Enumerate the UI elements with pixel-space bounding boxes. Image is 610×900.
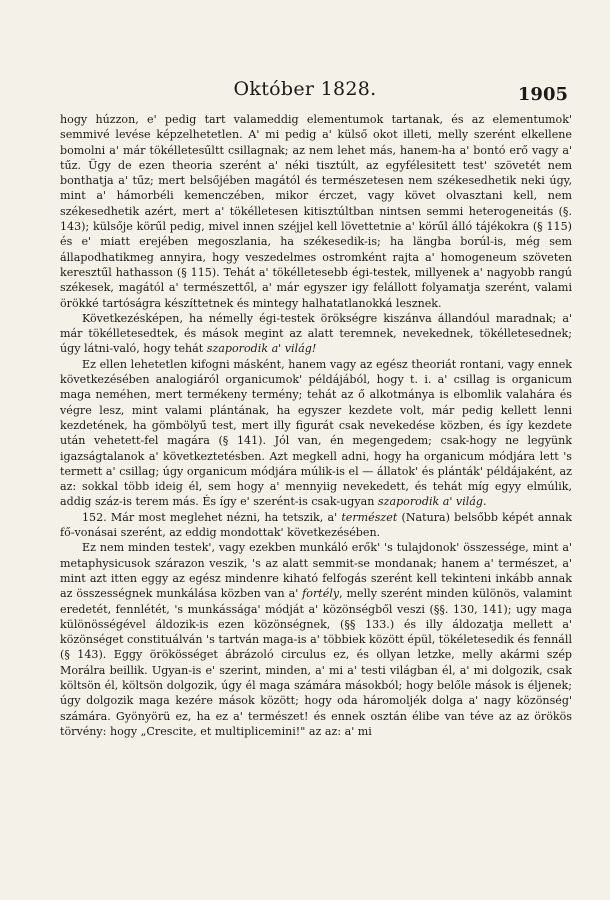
italic-text: szaporodik a' világ! — [206, 342, 317, 356]
running-title: Október 1828. — [233, 78, 377, 100]
text-run: (Natura) belsőbb képét annak fő-vonásai szerént, az eddig mondottak' következésében. — [60, 510, 572, 540]
body-text — [60, 112, 572, 739]
text-run: 152. Már most meglehet nézni, ha tetszik, a' — [82, 510, 342, 524]
paragraph — [60, 112, 572, 311]
italic-text: fortély — [302, 587, 340, 601]
text-run: hogy húzzon, e' pedig tart valameddig elementumok tartanak, és az elementumok' semmivé levése képzelhetetlen. A' mi pedig a' külső okot illeti, melly szerént elkellene bomolni a' már tökélletesűltt csillagnak; az nem lehet más, hanem-ha a' bontó erő vagy a' tűz. Ügy de ezen theoria szerént a' néki tisztúlt, az egyfélesitett test' szövetét nem bonthatja a' tűz; mert belsőjében magától és természetesen nem székesedhetik neki úgy, mint a' hámorbéli kemenczében, mikor érczet, vagy követ olvasztani kell, nem székesedhetik azért, mert a' tökélletesen kitisztúltban nintsen semmi heterogeneitás (§. 143); külsője körűl pedig, mivel innen széjjel kell lövettetnie a' körűl álló tájékokra (§ 115) és e' miatt erejében megoszlania, ha székesedik-is; ha längba borúl-is, még sem állapodhatikmeg annyira, hogy veszedelmes ostromként rajta a' homogeneum szöveten keresztűl hathasson (§ 115). Tehát a' tökélletesebb égi-testek, millyenek a' nagyobb rangú székesek, magától a' természettől, a' már egyszer igy felállott folyamatja szerént, valami örökké tartóságra készíttetnek és mintegy halhatatlanokká lesznek. — [60, 113, 572, 310]
page-header — [0, 78, 610, 108]
text-run: , melly szerént minden különös, valamint eredetét, fennlétét, 's munkássága' módját a' közönségből veszi (§§. 130, 141); ugy maga különösségével áldozik-is ezen közönségnek, (§§ 133.) és illy áldozatja mellett a' közönséget constituálván 's tartván maga-is a' többiek között épül, tökéletesedik és fennáll (§ 143). Eggy örökösséget ábrázoló circulus ez, és ollyan letzke, melly akármi szép Morálra beillik. Ugyan-is e' szerint, minden, a' mi a' testi világban él, a' mi dolgozik, csak költsön él, költsön dolgozik, úgy él maga számára másokból; hogy belőle mások is éljenek; úgy dolgozik maga kezére mások között; hogy oda háromoljék dolga a' nagy közönség' számára. Gyönyörü ez, ha ez a' természet! és ennek osztán élibe van téve az az örökös törvény: hogy „Crescite, et multiplicemini!" az az: a' mi — [60, 587, 572, 738]
paragraph — [60, 311, 572, 357]
text-run: Következésképen, ha némelly égi-testek örökségre kiszánva állandóul maradnak; a' már tökélletesedtek, és mások megint az alatt teremnek, nevekednek, tökélletesednek; úgy látni-való, hogy tehát — [60, 311, 572, 356]
paragraph — [60, 357, 572, 510]
text-run: Ez nem minden testek', vagy ezekben munkáló erők' 's tulajdonok' összessége, mint a' metaphysicusok szárazon veszik, 's az alatt semmit-se mondanak; hanem a' természet, a' mint azt itten eggy az egész mindenre kiható felfogás szerént kell tekinteni inkább annak az összességnek munkálása közben van a' — [60, 541, 572, 601]
text-run: Ez ellen lehetetlen kifogni másként, hanem vagy az egész theoriát rontani, vagy ennek következésében analogiáról organicumok' példájából, hogy t. i. a' csillag is organicum maga neméhen, mert termékeny termény; tehát az ő alkotmánya is elbomlik valahára és végre lesz, mint valami plántának, ha egyszer kezdete volt, már pedig kellett lenni kezdetének, ha gömbölyű test, mert illy figurát csak nevekedése közben, és így kezdete után vehetett-fel magára (§ 141). Jól van, én megengedem; csak-hogy ne legyünk igazságtalanok a' következtetésben. Azt megkell adni, hogy ha organicum módjára lett 's termett a' csillag; úgy organicum módjára múlik-is el — állatok' és plánták' példájaként, az az: sokkal több ideig él, sem hogy a' mennyiig nevekedett, és tehát míg egyy elmúlik, addig száz-is terem más. És így e' szerént-is csak-ugyan — [60, 357, 572, 509]
italic-text: természet — [341, 510, 398, 524]
italic-text: szaporodik a' világ. — [377, 495, 487, 509]
page-number: 1905 — [517, 84, 568, 105]
paragraph-section-152 — [60, 510, 572, 541]
paragraph — [60, 540, 572, 739]
